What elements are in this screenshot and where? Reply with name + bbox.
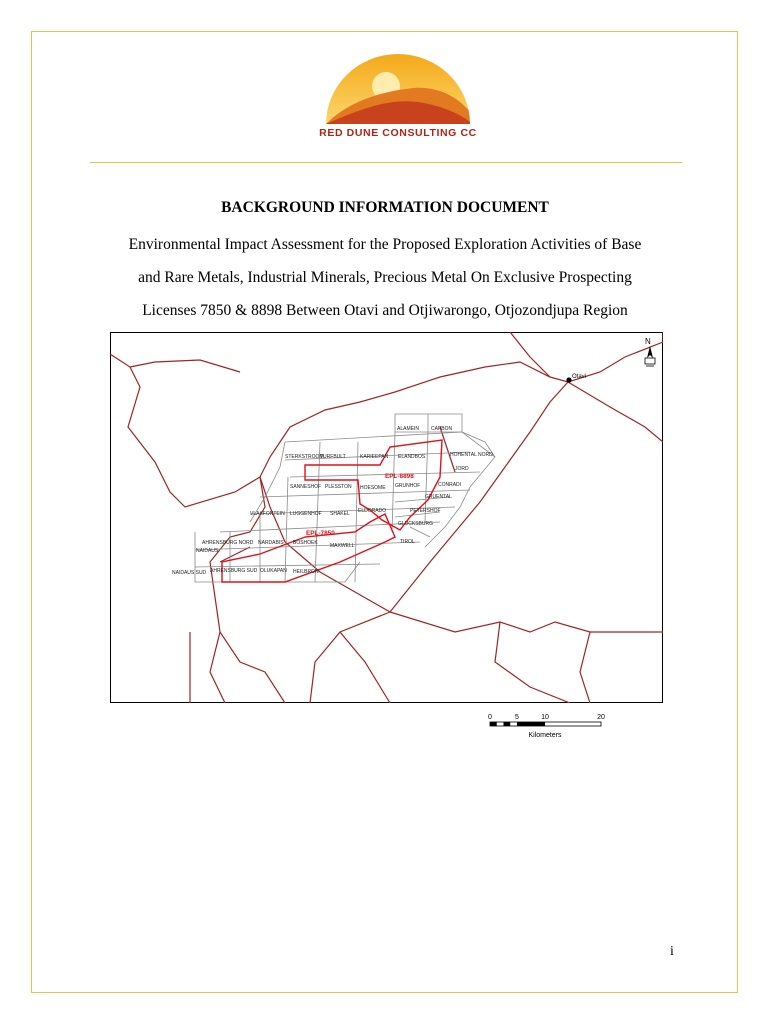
subtitle-line-1: Environmental Impact Assessment for the Proposed Exploration Activities of Base [128, 236, 642, 253]
logo-text: RED DUNE CONSULTING CC [319, 127, 477, 139]
farm-label: VLAKFONTEIN [250, 511, 285, 517]
epl-label-7850: EPL-7850 [306, 530, 335, 537]
farm-label: AHRENSBURG NORD [202, 540, 254, 546]
document-subtitle [70, 228, 700, 327]
farm-label: KARIEEPAN [360, 454, 389, 460]
farm-label: CAPBON [431, 426, 453, 432]
town-marker [566, 377, 571, 382]
page-number: i [670, 944, 674, 959]
header-rule [90, 162, 682, 163]
farm-label: NARDABIS [258, 540, 284, 546]
location-map [110, 332, 663, 703]
farm-label: GRUENTAL [425, 494, 452, 500]
farm-label: NAIDAUS [196, 548, 219, 554]
farm-label: HOESOME [360, 485, 386, 491]
epl-label-8898: EPL-8898 [385, 473, 414, 480]
scale-tick-20: 20 [597, 714, 605, 721]
scale-tick-5: 5 [515, 714, 519, 721]
farm-label: ELDORADO [358, 508, 387, 514]
scale-tick-0: 0 [488, 714, 492, 721]
farm-label: ALAMEIN [397, 426, 419, 432]
farm-label: JORD [455, 466, 469, 472]
farm-label: PLESSTON [325, 484, 352, 490]
scale-tick-10: 10 [541, 714, 549, 721]
farm-label: OLUKAPAN [260, 568, 287, 574]
farm-label: BOSHOEK [293, 540, 318, 546]
scale-bar [480, 712, 620, 742]
scale-segments [490, 722, 601, 726]
farm-label: MAXWELL [330, 543, 355, 549]
farm-label: GLUCKSBURG [398, 521, 434, 527]
scale-unit: Kilometers [528, 732, 562, 739]
subtitle-line-2: and Rare Metals, Industrial Minerals, Precious Metal On Exclusive Prospecting [138, 269, 632, 286]
farm-label: PETERSHOF [410, 508, 441, 514]
farm-label: HOHENTAL NORD [450, 452, 493, 458]
town-label: Otavi [572, 374, 587, 380]
farm-label: ELANDBOS [398, 454, 426, 460]
farm-label: HEILBRON [293, 569, 319, 575]
farm-label: NAIDAUS SUD [172, 570, 207, 576]
farm-label: LUGGENHOF [290, 511, 322, 517]
farm-label: STERKSTROOM [285, 454, 324, 460]
farm-label: SANNESHOF [290, 484, 322, 490]
subtitle-line-3: Licenses 7850 & 8898 Between Otavi and Otjiwarongo, Otjozondjupa Region [142, 302, 628, 319]
farm-label: CONRADI [438, 482, 462, 488]
farm-label: TURFBULT [320, 454, 346, 460]
farm-label: GRUNHOF [395, 483, 421, 489]
document-title: BACKGROUND INFORMATION DOCUMENT [221, 199, 549, 216]
farm-label: TIROL [400, 539, 415, 545]
north-label: N [645, 337, 651, 346]
farm-label: SHAKEL [330, 511, 350, 517]
farm-label: AHRENSBURG SUD [210, 568, 258, 574]
